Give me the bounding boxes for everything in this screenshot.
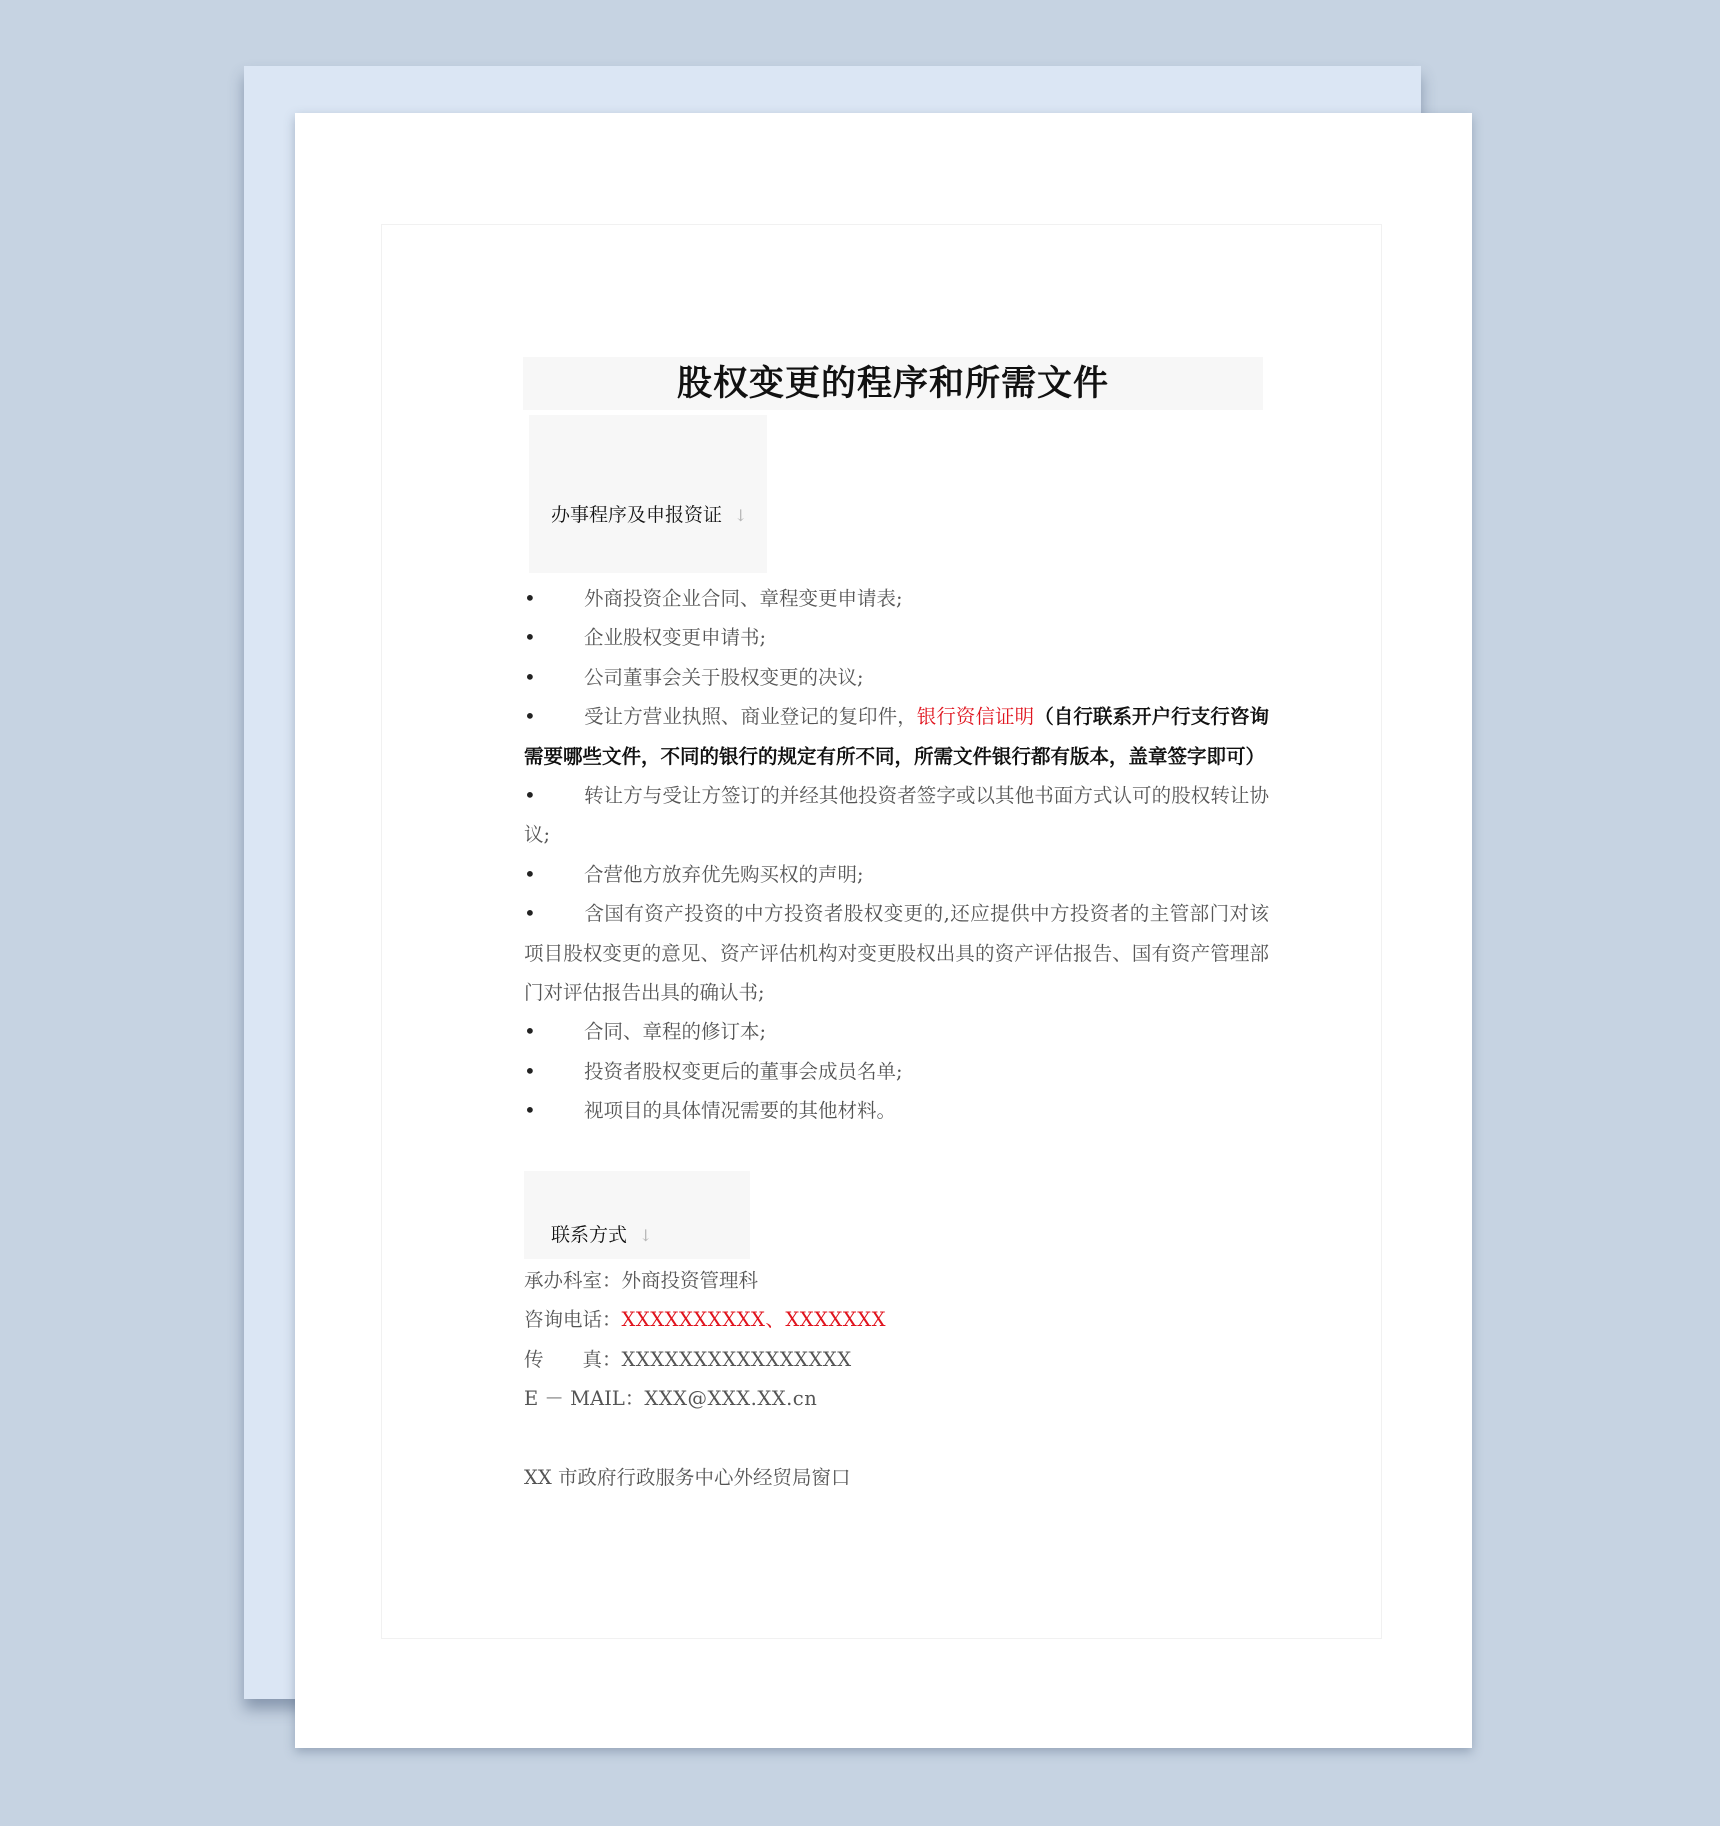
list-item-text: 受让方营业执照、商业登记的复印件， [584,705,917,729]
bullet-icon: • [524,783,536,808]
front-page-sheet [295,113,1472,1748]
list-item-text: 合营他方放弃优先购买权的声明; [584,862,864,886]
bank-credit-certificate-highlight: 银行资信证明 [916,705,1035,729]
list-item-text: 含国有资产投资的中方投资者股权变更的,还应提供中方投资者的主管部门对该项目股权变更的意见、资产评估机构对变更股权出具的资产评估报告、国有资产管理部门对评估报告出具的确认书; [524,902,1269,1005]
fax-row [524,1340,1224,1379]
fax-value: XXXXXXXXXXXXXXXX [621,1347,852,1371]
section-heading-contact [551,1220,652,1247]
list-item-text: 公司董事会关于股权变更的决议; [584,665,864,689]
list-item-text: 视项目的具体情况需要的其他材料。 [584,1099,897,1123]
list-item [524,855,1269,894]
bullet-icon: • [524,586,536,610]
email-value: XXX@XXX.XX.cn [644,1387,818,1411]
list-item [524,579,1269,618]
email-row [524,1379,1224,1418]
section-heading-procedure [551,500,747,527]
requirements-list [524,579,1269,1131]
blank-line [524,1419,1224,1458]
list-item-text: 外商投资企业合同、章程变更申请表; [584,587,903,610]
bullet-icon: • [524,664,536,689]
office-value: 外商投资管理科 [621,1269,759,1292]
phone-label: 咨询电话： [524,1308,622,1332]
service-window: XX 市政府行政服务中心外经贸局窗口 [524,1466,851,1490]
paragraph-mark-icon: ↓ [639,1226,653,1245]
section-heading-contact-label: 联系方式 [551,1224,628,1246]
bullet-icon: • [524,861,536,886]
office-label: 承办科室： [524,1269,622,1292]
phone-row [524,1300,1224,1339]
list-item [524,618,1269,657]
office-row [524,1261,1224,1300]
bullet-icon: • [524,704,536,729]
section-heading-procedure-label: 办事程序及申报资证 [551,504,723,526]
bullet-icon: • [524,901,536,926]
list-item [524,1052,1269,1091]
bank-note-text: （自行联系开户行支行咨询需要哪些文件，不同的银行的规定有所不同，所需文件银行都有版本，盖章签字即可） [524,705,1269,768]
list-item [524,1091,1269,1130]
list-item-text: 投资者股权变更后的董事会成员名单; [584,1059,903,1083]
contact-info [524,1261,1224,1497]
fax-label: 传 真： [524,1347,622,1371]
list-item [524,776,1269,855]
section-heading-background [529,415,767,573]
list-item [524,658,1269,697]
list-item-text: 合同、章程的修订本; [584,1020,767,1044]
email-label: E － MAIL： [524,1387,645,1411]
list-item-text: 转让方与受让方签订的并经其他投资者签字或以其他书面方式认可的股权转让协议; [524,784,1269,847]
bullet-icon: • [524,625,536,650]
phone-value: XXXXXXXXXX、XXXXXXX [621,1308,887,1332]
list-item [524,894,1269,1012]
bullet-icon: • [524,1058,536,1083]
bullet-icon: • [524,1019,536,1044]
list-item [524,1012,1269,1051]
bullet-icon: • [524,1098,536,1123]
document-title: 股权变更的程序和所需文件 [523,357,1263,410]
list-item-text: 企业股权变更申请书; [584,626,767,650]
paragraph-mark-icon: ↓ [734,506,748,525]
list-item [524,697,1269,776]
